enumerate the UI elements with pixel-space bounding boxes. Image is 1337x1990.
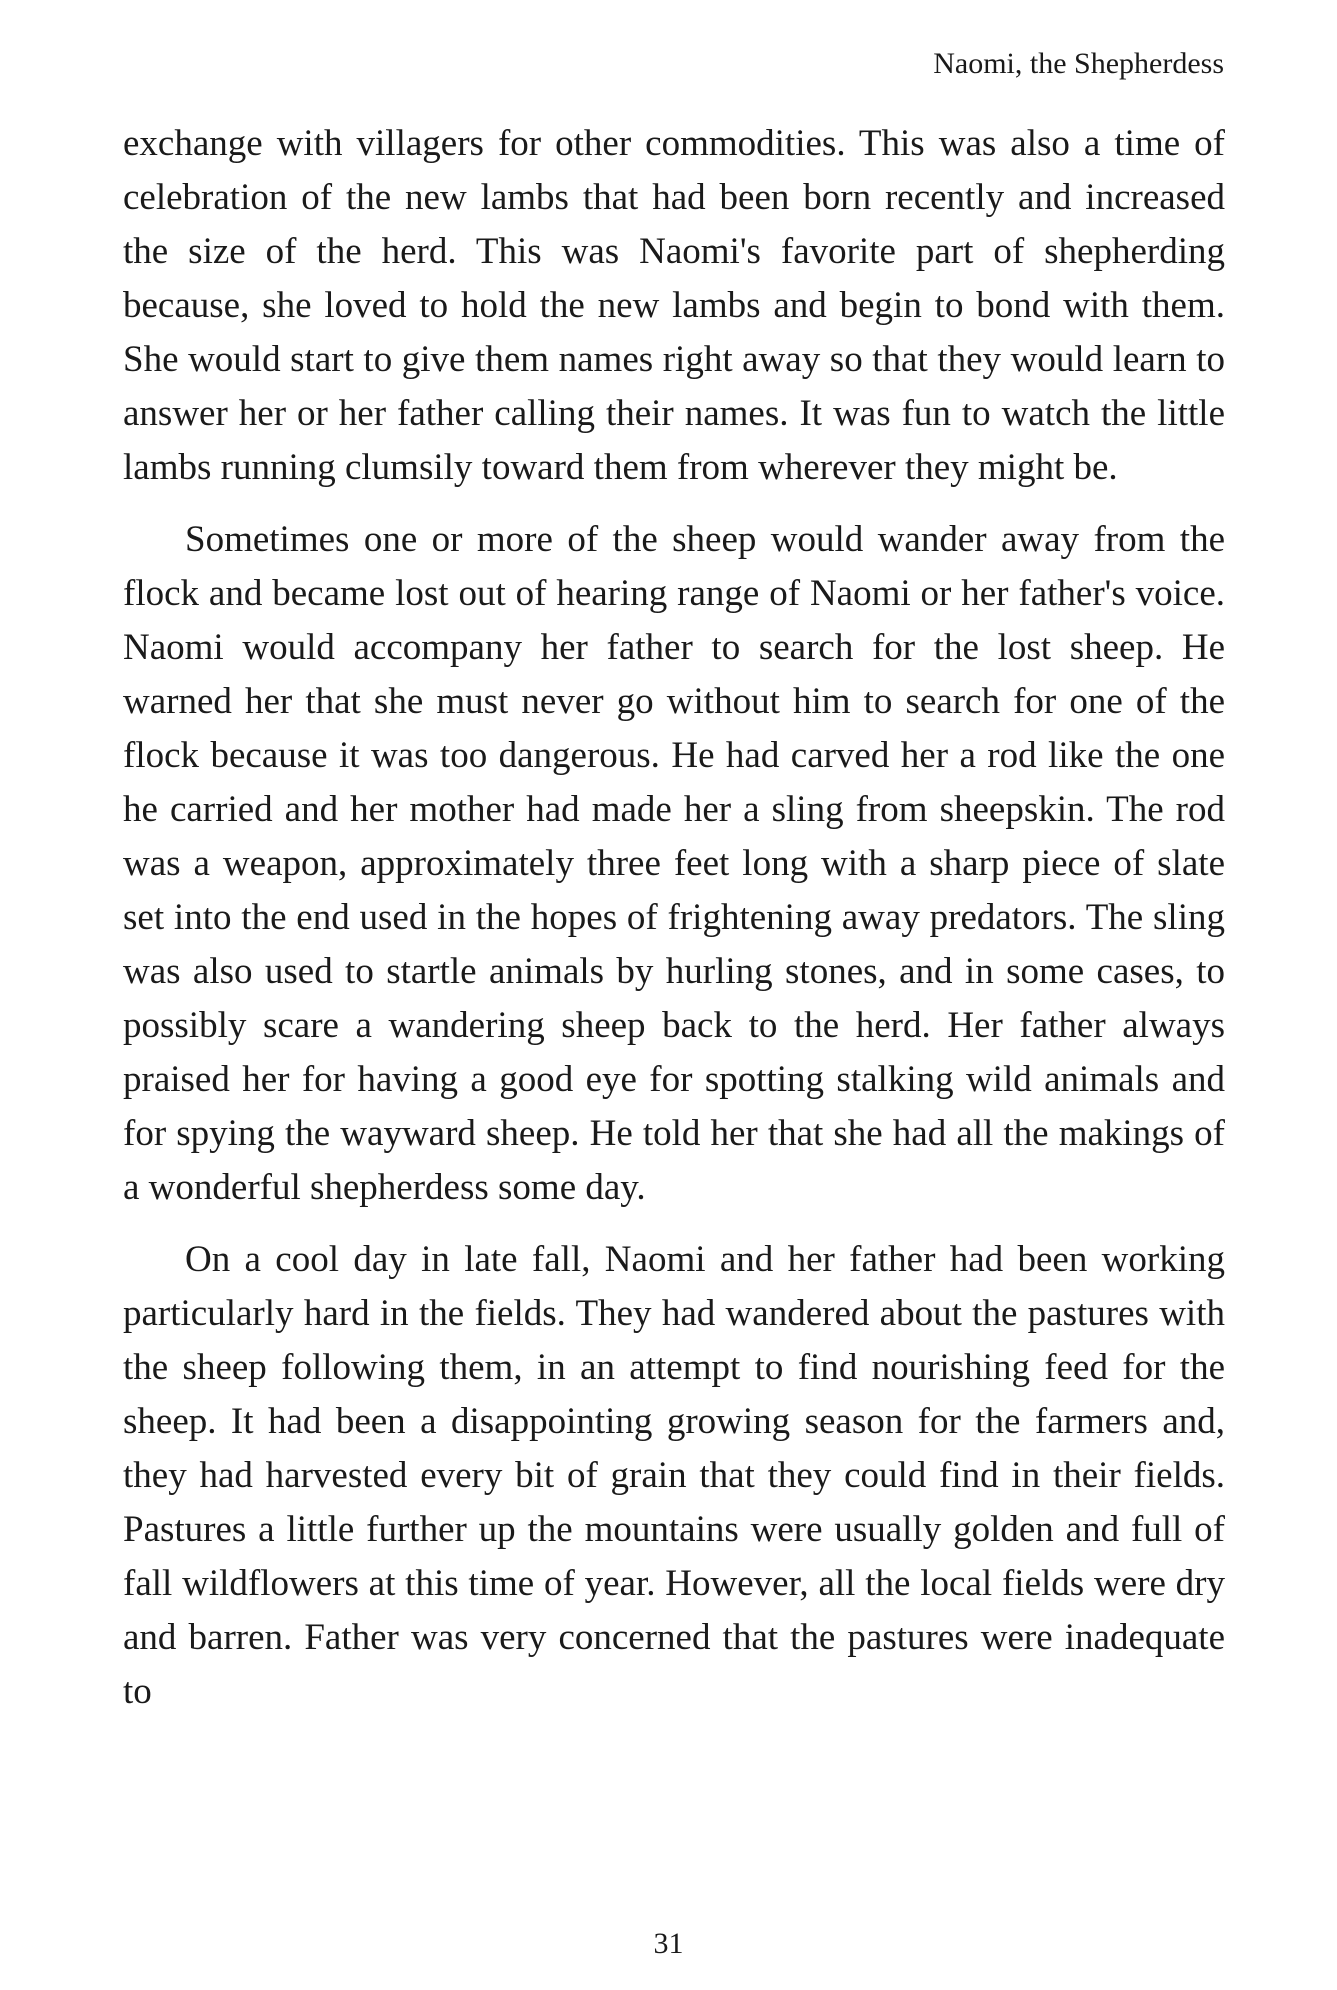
paragraph-2: Sometimes one or more of the sheep would wander away from the flock and became lost out of hearing range of Naomi or her father's voice. Naomi would accompany her father to search for the lost sheep. He warned her that she must never go without him to search for one of the flock because it was too dangerous. He had carved her a rod like the one he carried and her mother had made her a sling from sheepskin. The rod was a weapon, approximately three feet long with a sharp piece of slate set into the end used in the hopes of frightening away predators. The sling was also used to startle animals by hurling stones, and in some cases, to possibly scare a wandering sheep back to the herd. Her father always praised her for having a good eye for spotting stalking wild animals and for spying the wayward sheep. He told her that she had all the makings of a wonderful shepherdess some day.: [123, 519, 1225, 1208]
paragraph-3: On a cool day in late fall, Naomi and her father had been working particularly hard in the fields. They had wandered about the pastures with the sheep following them, in an attempt to find nourishing feed for the sheep. It had been a disappointing growing season for the farmers and, they had harvested every bit of grain that they could find in their fields. Pastures a little further up the mountains were usually golden and full of fall wildflowers at this time of year. However, all the local fields were dry and barren. Father was very concerned that the pastures were inadequate to: [123, 1239, 1225, 1712]
page-number: 31: [653, 1927, 684, 1960]
paragraph-1: exchange with villagers for other commodities. This was also a time of celebration of the new lambs that had been born recently and increased the size of the herd. This was Naomi's favorite part of shepherding because, she loved to hold the new lambs and begin to bond with them. She would start to give them names right away so that they would learn to answer her or her father calling their names. It was fun to watch the little lambs running clumsily toward them from wherever they might be.: [123, 123, 1225, 488]
running-header: Naomi, the Shepherdess: [933, 47, 1224, 80]
body-text: [123, 117, 1225, 1737]
